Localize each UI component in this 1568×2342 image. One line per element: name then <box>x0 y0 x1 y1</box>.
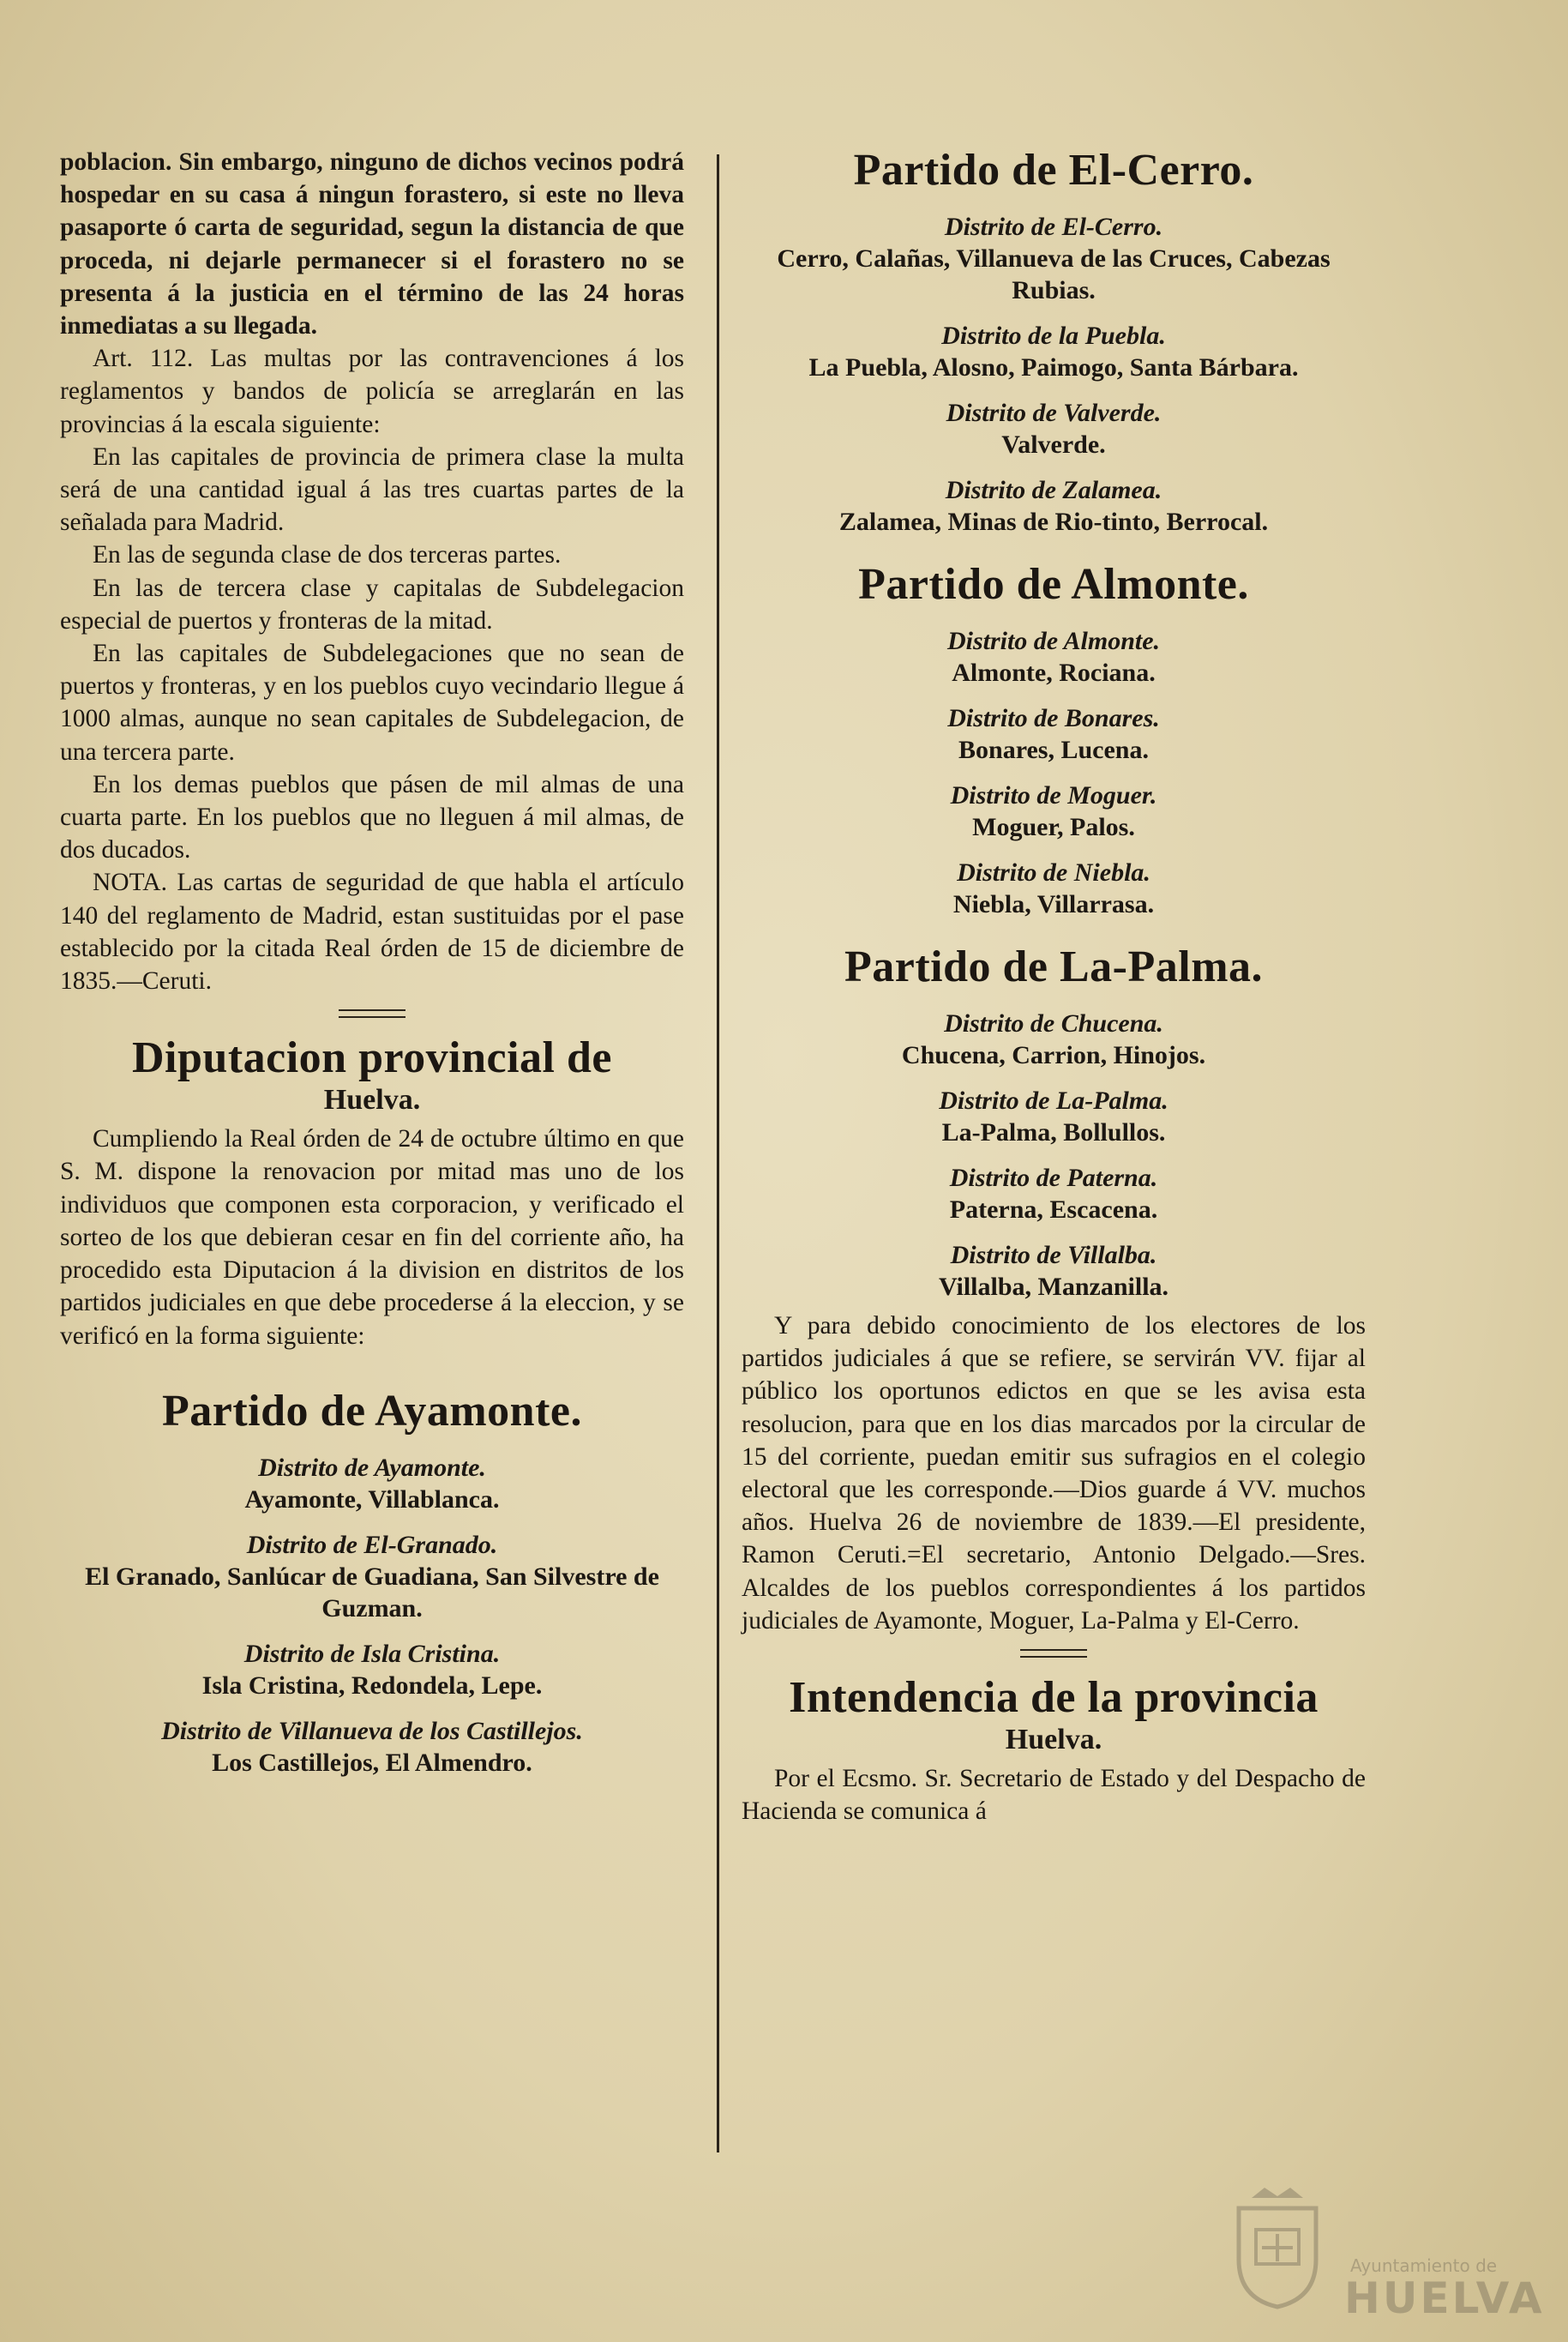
right-column <box>742 146 1366 1827</box>
district-towns: Chucena, Carrion, Hinojos. <box>901 1041 1206 1069</box>
section-divider <box>1020 1649 1087 1658</box>
paragraph-primera-clase: En las capitales de provincia de primera clase la multa será de una cantidad igual á las tres cuartas partes de la señalada para Madrid. <box>60 443 684 537</box>
district-title: Distrito de Villalba. <box>950 1241 1157 1269</box>
district-towns: La-Palma, Bollullos. <box>941 1118 1166 1147</box>
district-towns: Almonte, Rociana. <box>952 659 1156 687</box>
district-towns: La Puebla, Alosno, Paimogo, Santa Bárbara. <box>808 353 1299 382</box>
district-title: Distrito de Isla Cristina. <box>243 1639 501 1668</box>
district-title: Distrito de Bonares. <box>947 704 1160 732</box>
district-towns: El Granado, Sanlúcar de Guadiana, San Silvestre de Guzman. <box>85 1562 659 1623</box>
district-list-palma <box>742 1008 1366 1303</box>
district-towns: Moguer, Palos. <box>972 813 1135 841</box>
paragraph-subdelegaciones: En las capitales de Subdelegaciones que no sean de puertos y fronteras, y en los pueblos cuyo vecindario llegue á 1000 almas, aunque no sean capitales de Subdelegacion, de una tercera parte. <box>60 640 684 766</box>
heading-intendencia-sub: Huelva. <box>1005 1724 1102 1756</box>
paragraph-art-112: Art. 112. Las multas por las contravenciones á los reglamentos y bandos de policía se arreglarán en las provincias á la escala siguiente: <box>60 345 684 438</box>
district-towns: Valverde. <box>1001 430 1106 459</box>
district-title: Distrito de Niebla. <box>957 858 1150 887</box>
district-towns: Bonares, Lucena. <box>958 736 1149 764</box>
heading-partido-cerro: Partido de El-Cerro. <box>853 146 1254 195</box>
paragraph-cumpliendo: Cumpliendo la Real órden de 24 de octubre último en que S. M. dispone la renovacion por mitad mas uno de los individuos que componen esta corporacion, y verificado el sorteo de los que debieran cesar en fin del corriente año, ha procedido esta Diputacion á la division en distritos de los partidos judiciales en que debe procederse á la eleccion, y se verificó en la forma siguiente: <box>60 1125 684 1350</box>
district-title: Distrito de la Puebla. <box>941 322 1166 350</box>
district-title: Distrito de Almonte. <box>946 627 1161 655</box>
heading-partido-almonte: Partido de Almonte. <box>858 560 1249 609</box>
district-title: Distrito de La-Palma. <box>939 1087 1168 1115</box>
heading-partido-ayamonte: Partido de Ayamonte. <box>162 1386 582 1436</box>
heading-diputacion-sub: Huelva. <box>323 1084 421 1117</box>
watermark-tag: Ayuntamiento de <box>1350 2255 1498 2276</box>
paragraph-segunda-clase: En las de segunda clase de dos terceras partes. <box>93 541 562 569</box>
district-towns: Cerro, Calañas, Villanueva de las Cruces, Cabezas Rubias. <box>777 244 1331 304</box>
district-towns: Paterna, Escacena. <box>949 1195 1158 1224</box>
district-title: Distrito de Ayamonte. <box>258 1453 486 1482</box>
district-title: Distrito de Paterna. <box>949 1164 1158 1192</box>
district-list-almonte <box>742 625 1366 920</box>
section-divider <box>339 1009 406 1018</box>
paragraph-conocimiento: Y para debido conocimiento de los electores de los partidos judiciales á que se refiere, se servirán VV. fijar al público los oportunos edictos en que se les avisa esta resolucion, para que en los dias marcados por la circular de 15 del corriente, puedan emitir sus sufragios en el colegio electoral que les corresponde.—Dios guarde á VV. muchos años. Huelva 26 de noviembre de 1839.—El presidente, Ramon Ceruti.=El secretario, Antonio Delgado.—Sres. Alcaldes de los pueblos correspondientes á los partidos judiciales de Ayamonte, Moguer, La-Palma y El-Cerro. <box>742 1312 1366 1635</box>
district-title: Distrito de Chucena. <box>944 1009 1163 1038</box>
paragraph-tercera-clase: En las de tercera clase y capitalas de Subdelegacion especial de puertos y fronteras de la mitad. <box>60 574 684 635</box>
left-column <box>60 146 684 1779</box>
district-title: Distrito de Zalamea. <box>945 476 1162 504</box>
heading-diputacion: Diputacion provincial de <box>131 1033 612 1083</box>
paragraph-nota: NOTA. Las cartas de seguridad de que habla el artículo 140 del reglamento de Madrid, estan sustituidas por el pase establecido por la citada Real órden de 15 de diciembre de 1835.—Ceruti. <box>60 869 684 996</box>
paragraph-poblacion: poblacion. Sin embargo, ninguno de dichos vecinos podrá hospedar en su casa á ningun forastero, si este no lleva pasaporte ó carta de seguridad, segun la distancia de que proceda, ni dejarle permanecer si el forastero no se presenta á la justicia en el término de las 24 horas inmediatas a su llegada. <box>60 148 684 340</box>
district-towns: Niebla, Villarrasa. <box>952 890 1155 918</box>
heading-partido-palma: Partido de La-Palma. <box>844 942 1264 991</box>
district-title: Distrito de El-Granado. <box>246 1530 498 1559</box>
district-title: Distrito de Moguer. <box>950 781 1157 810</box>
district-towns: Villalba, Manzanilla. <box>938 1273 1169 1301</box>
coat-of-arms-icon <box>1226 2182 1329 2311</box>
district-towns: Isla Cristina, Redondela, Lepe. <box>201 1671 543 1700</box>
district-list-cerro <box>742 211 1366 538</box>
ayuntamiento-watermark <box>1209 2174 1545 2323</box>
district-title: Distrito de El-Cerro. <box>944 213 1163 241</box>
district-list-ayamonte <box>60 1452 684 1779</box>
heading-intendencia: Intendencia de la provincia <box>789 1673 1319 1723</box>
district-towns: Ayamonte, Villablanca. <box>244 1484 500 1514</box>
column-rule <box>717 154 719 2152</box>
district-title: Distrito de Valverde. <box>946 399 1162 427</box>
watermark-name: HUELVA <box>1344 2273 1545 2323</box>
paragraph-ecsmo: Por el Ecsmo. Sr. Secretario de Estado y del Despacho de Hacienda se comunica á <box>742 1765 1366 1826</box>
district-towns: Zalamea, Minas de Rio-tinto, Berrocal. <box>838 508 1269 536</box>
paragraph-demas-pueblos: En los demas pueblos que pásen de mil almas de una cuarta parte. En los pueblos que no lleguen á mil almas, de dos ducados. <box>60 770 684 864</box>
district-title: Distrito de Villanueva de los Castillejos. <box>161 1716 583 1745</box>
district-towns: Los Castillejos, El Almendro. <box>212 1748 532 1777</box>
